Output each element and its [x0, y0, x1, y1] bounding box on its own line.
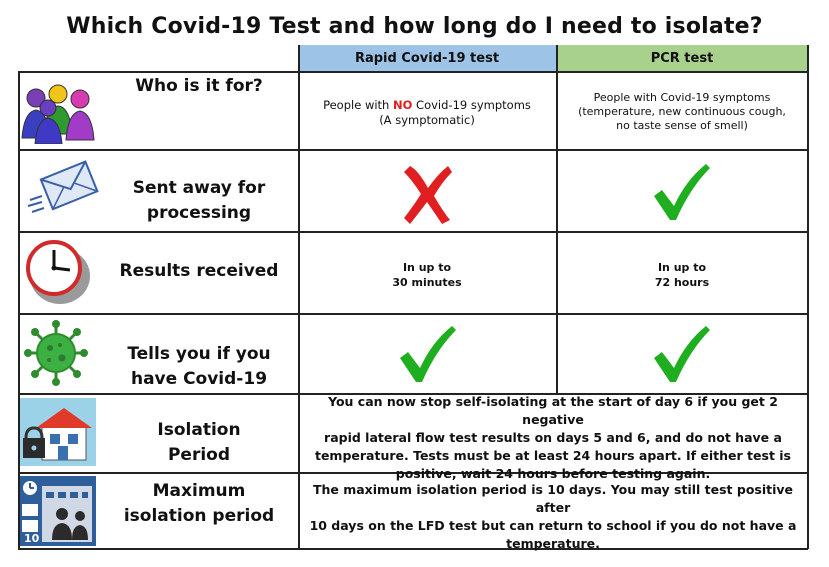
maximum-label-line1: Maximum	[152, 481, 246, 501]
isolation-label-line1: Isolation	[157, 420, 241, 440]
header-pcr-test: PCR test	[556, 45, 808, 71]
divider	[18, 149, 808, 151]
maximum-text-line1: The maximum isolation period is 10 days. You may still test positive after	[312, 482, 794, 515]
divider	[18, 231, 808, 233]
isolation-text-line1: You can now stop self-isolating at the start of day 6 if you get 2 negative	[328, 394, 778, 427]
maximum-text-line2: 10 days on the LFD test but can return to school if you do not have a	[309, 518, 797, 533]
calendar-icon	[20, 476, 96, 546]
who-rapid-cell	[300, 98, 554, 128]
results-pcr-line1: In up to	[657, 261, 707, 274]
row-label-sent	[100, 176, 298, 226]
who-rapid-text-post: Covid-19 symptoms	[412, 98, 531, 112]
who-pcr-line1: People with Covid-19 symptoms	[593, 91, 771, 104]
divider	[807, 45, 809, 549]
sent-label-line1: Sent away for	[132, 178, 266, 198]
who-pcr-cell	[558, 91, 806, 133]
envelope-icon	[20, 156, 96, 226]
results-pcr-cell	[558, 260, 806, 290]
who-pcr-line3: no taste sense of smell)	[616, 119, 748, 132]
virus-icon	[20, 318, 96, 388]
tells-label-line1: Tells you if you	[127, 344, 271, 364]
page-title: Which Covid-19 Test and how long do I need to isolate?	[66, 14, 763, 39]
isolation-label-line2: Period	[167, 445, 231, 465]
header-rapid-test: Rapid Covid-19 test	[298, 45, 556, 71]
tells-label-line2: have Covid-19	[130, 369, 268, 389]
no-highlight: NO	[393, 98, 413, 112]
clock-icon	[20, 236, 96, 308]
isolation-text-line2: rapid lateral flow test results on days 5 and 6, and do not have a	[324, 430, 782, 445]
green-tick-icon	[650, 160, 712, 224]
who-rapid-line2: (A symptomatic)	[379, 113, 475, 127]
sent-label-line2: processing	[146, 203, 252, 223]
maximum-text-line3: temperature.	[506, 536, 600, 551]
isolation-text-line4: positive, wait 24 hours before testing again.	[395, 466, 711, 481]
results-pcr-line2: 72 hours	[654, 276, 710, 289]
results-rapid-line2: 30 minutes	[392, 276, 462, 289]
who-rapid-text-pre: People with	[323, 98, 393, 112]
maximum-period-text	[300, 481, 806, 553]
row-label-who: Who is it for?	[135, 76, 263, 96]
divider	[18, 313, 808, 315]
isolation-period-text	[300, 393, 806, 483]
results-rapid-line1: In up to	[402, 261, 452, 274]
maximum-label-line2: isolation period	[123, 506, 275, 526]
row-label-tells	[100, 342, 298, 392]
divider	[18, 71, 808, 73]
row-label-maximum	[100, 479, 298, 529]
calendar-number: 10	[24, 532, 40, 545]
green-tick-icon	[650, 322, 712, 386]
who-pcr-line2: (temperature, new continuous cough,	[578, 105, 786, 118]
house-lock-icon	[20, 398, 96, 466]
red-cross-icon	[398, 160, 458, 226]
isolation-text-line3: temperature. Tests must be at least 24 hours apart. If either test is	[314, 448, 792, 463]
row-label-isolation	[100, 418, 298, 468]
row-label-results: Results received	[119, 261, 279, 281]
people-group-icon	[20, 82, 96, 144]
green-tick-icon	[396, 322, 458, 386]
results-rapid-cell	[300, 260, 554, 290]
